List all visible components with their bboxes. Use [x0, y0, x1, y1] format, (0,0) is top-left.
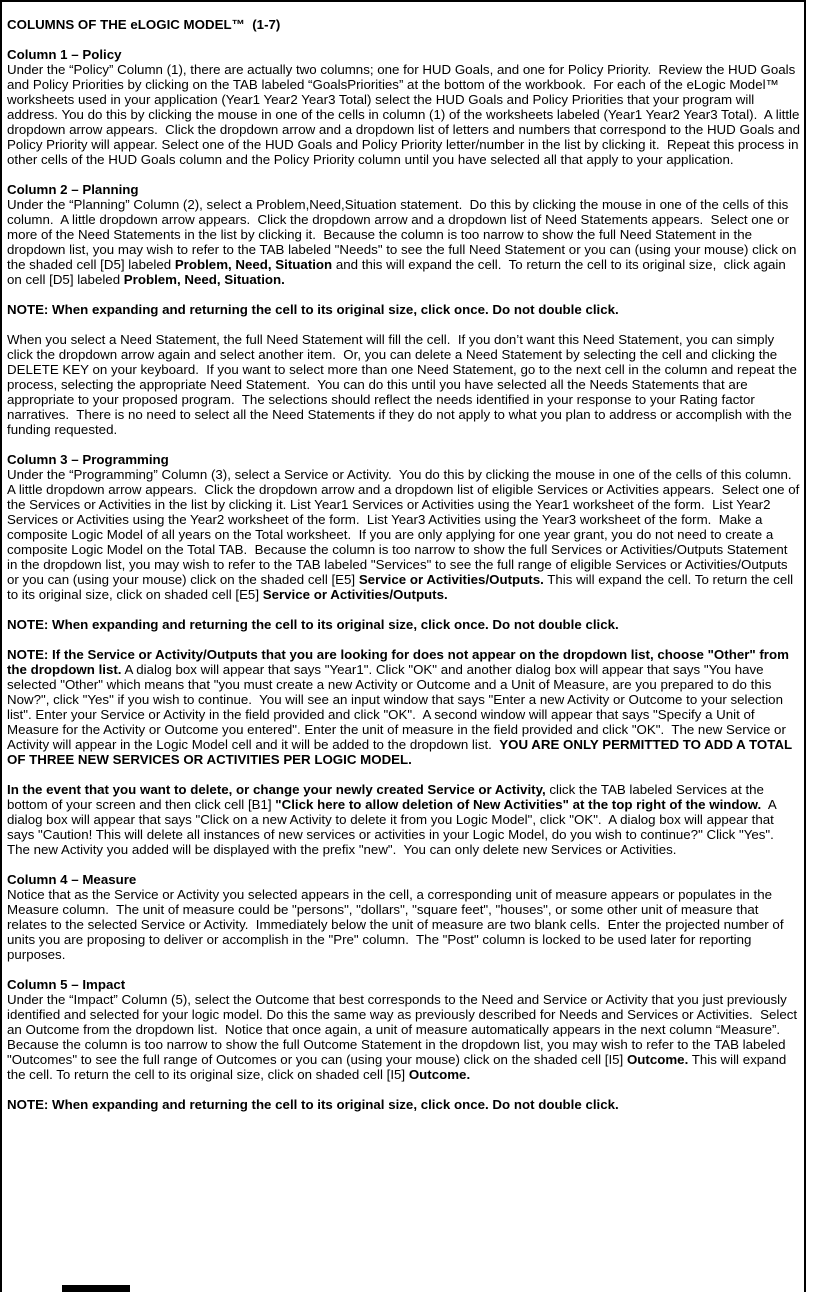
heading	[7, 47, 801, 62]
text-run: Outcome.	[408, 1067, 471, 1082]
text-run: This will expand the cell. To return the cell to its original size, click on shaded cell [I5]	[7, 1052, 791, 1082]
document-body	[7, 17, 804, 1112]
paragraph	[7, 197, 801, 287]
heading	[7, 452, 801, 467]
text-run: NOTE: If the Service or Activity/Outputs that you are looking for does not appear on the dropdown list, choose "Other" from the dropdown list.	[7, 647, 793, 677]
text-run: "Click here to allow deletion of New Activities" at the top right of the window.	[275, 797, 762, 812]
text-run: NOTE: When expanding and returning the cell to its original size, click once. Do not double click.	[7, 1097, 619, 1112]
text-run: COLUMNS OF THE eLOGIC MODEL™ (1-7)	[7, 17, 281, 32]
text-run: Problem, Need, Situation	[174, 257, 333, 272]
note	[7, 302, 801, 317]
text-run: When you select a Need Statement, the full Need Statement will fill the cell. If you don’t want this Need Statement, you can simply click the dropdown arrow again and select another item. Or, you can delete a Need Statement by selecting the cell and clicking the DELETE KEY on your keyboard. If you want to select more than one Need Statement, go to the next cell in the column and repeat the process, selecting the appropriate Need Statement. You can do this until you have selected all the Needs Statements that are appropriate to your proposed program. The selections should reflect the needs identified in your response to your Rating factor narratives. There is no need to select all the Need Statements if they do not apply to what you plan to address or accomplish with the funding requested.	[7, 332, 801, 437]
text-run: Problem, Need, Situation.	[123, 272, 285, 287]
title	[7, 17, 801, 32]
text-run: NOTE: When expanding and returning the cell to its original size, click once. Do not double click.	[7, 302, 619, 317]
heading	[7, 872, 801, 887]
paragraph	[7, 332, 801, 437]
text-run: A dialog box will appear that says "Year1". Click "OK" and another dialog box will appear that says "You have selected "Other" which means that "you must create a new Activity or Outcome and a Unit of Measure, are you prepared to do this Now?", click "Yes" if you wish to continue. You will see an input window that says "Enter a new Activity or Outcome to your selection list". Enter your Service or Activity in the field provided and click "OK". A second window will appear that says "Specify a Unit of Measure for the Activity or Outcome you entered". Enter the unit of measure in the field provided and click "OK". The new Service or Activity will appear in the Logic Model cell and it will be added to the dropdown list.	[7, 662, 789, 752]
text-run: Column 4 – Measure	[7, 872, 137, 887]
text-run: click the TAB labeled Services at the bottom of your screen and then click cell [B1]	[7, 782, 768, 812]
text-run: and this will expand the cell. To return the cell to its original size, click again on cell [D5] labeled	[7, 257, 790, 287]
note	[7, 617, 801, 632]
text-run: Service or Activities/Outputs.	[262, 587, 448, 602]
text-run: This will expand the cell. To return the cell to its original size, click on shaded cell [E5]	[7, 572, 797, 602]
text-run: Under the “Programming” Column (3), select a Service or Activity. You do this by clicking the mouse in one of the cells of this column. A little dropdown arrow appears. Click the dropdown arrow and a dropdown list of eligible Services or Activities appears. Select one of the Services or Activities in the list by clicking it. List Year1 Services or Activities using the Year1 worksheet of the form. List Year2 Services or Activities using the Year2 worksheet of the form. List Year3 Activities using the Year3 worksheet of the form. Make a composite Logic Model of all years on the Total worksheet. If you are only applying for one year grant, you do not need to create a composite Logic Model on the Total TAB. Because the column is too narrow to show the full Services or Activities/Outputs Statement in the dropdown list, you may wish to refer to the TAB labeled "Services" to see the full range of eligible Services or Activities/Outputs or you can (using your mouse) click on the shaded cell [E5]	[7, 467, 804, 587]
text-run: Under the “Planning” Column (2), select a Problem,Need,Situation statement. Do this by clicking the mouse in one of the cells of this column. A little dropdown arrow appears. Click the dropdown arrow and a dropdown list of Need Statements appears. Select one or more of the Need Statements in the list by clicking it. Because the column is too narrow to show the full Need Statement in the dropdown list, you may wish to refer to the TAB labeled "Needs" to see the full Need Statement or you can (using your mouse) click on the shaded cell [D5] labeled	[7, 197, 801, 272]
text-run: In the event that you want to delete, or change your newly created Service or Activity,	[7, 782, 546, 797]
text-run: Under the “Impact” Column (5), select the Outcome that best corresponds to the Need and Service or Activity that you just previously identified and selected for your logic model. Do this the same way as previously described for Needs and Services or Activities. Select an Outcome from the dropdown list. Notice that once again, a unit of measure automatically appears in the next column “Measure”. Because the column is too narrow to show the full Outcome Statement in the dropdown list, you may wish to refer to the TAB labeled "Outcomes" to see the full range of Outcomes or you can (using your mouse) click on the shaded cell [I5]	[7, 992, 801, 1067]
text-run: Column 3 – Programming	[7, 452, 169, 467]
paragraph	[7, 887, 801, 962]
paragraph	[7, 782, 801, 857]
heading	[7, 977, 801, 992]
paragraph	[7, 992, 801, 1082]
text-run: Service or Activities/Outputs.	[358, 572, 544, 587]
note	[7, 1097, 801, 1112]
paragraph	[7, 647, 801, 767]
text-run: Under the “Policy” Column (1), there are actually two columns; one for HUD Goals, and one for Policy Priority. Review the HUD Goals and Policy Priorities by clicking on the TAB labeled “GoalsPriorities” at the bottom of the workbook. For each of the eLogic Model™ worksheets used in your application (Year1 Year2 Year3 Total) select the HUD Goals and Policy Priorities that your program will address. You do this by clicking the mouse in one of the cells in column (1) of the worksheets labeled (Year1 Year2 Year3 Total). A little dropdown arrow appears. Click the dropdown arrow and a dropdown list of letters and numbers that correspond to the HUD Goals and Policy Priority will appear. Select one of the HUD Goals and Policy Priority letter/number in the list by clicking it. Repeat this process in other cells of the HUD Goals column and the Policy Priority column until you have selected all that apply to your application.	[7, 62, 804, 167]
heading	[7, 182, 801, 197]
bottom-left-bar	[62, 1285, 130, 1292]
paragraph	[7, 467, 804, 602]
text-run: Notice that as the Service or Activity you selected appears in the cell, a corresponding unit of measure appears or populates in the Measure column. The unit of measure could be "persons", "dollars", "square feet", "houses", or some other unit of measure that relates to the selected Service or Activity. Immediately below the unit of measure are two blank cells. Enter the projected number of units you are proposing to deliver or accomplish in the "Pre" column. The "Post" column is locked to be used later for reporting purposes.	[7, 887, 788, 962]
text-run: Column 1 – Policy	[7, 47, 122, 62]
text-run: A dialog box will appear that says "Click on a new Activity to delete it from you Logic Model", click "OK". A dialog box will appear that says "Caution! This will delete all instances of new services or activities in your Logic Model, do you wish to continue?" Click "Yes". The new Activity you added will be displayed with the prefix "new". You can only delete new Services or Activities.	[7, 797, 781, 857]
text-run: Column 2 – Planning	[7, 182, 139, 197]
paragraph	[7, 62, 804, 167]
text-run: YOU ARE ONLY PERMITTED TO ADD A TOTAL OF THREE NEW SERVICES OR ACTIVITIES PER LOGIC MODEL.	[7, 737, 796, 767]
text-run: NOTE: When expanding and returning the cell to its original size, click once. Do not double click.	[7, 617, 619, 632]
text-run: Outcome.	[626, 1052, 689, 1067]
text-run: Column 5 – Impact	[7, 977, 126, 992]
